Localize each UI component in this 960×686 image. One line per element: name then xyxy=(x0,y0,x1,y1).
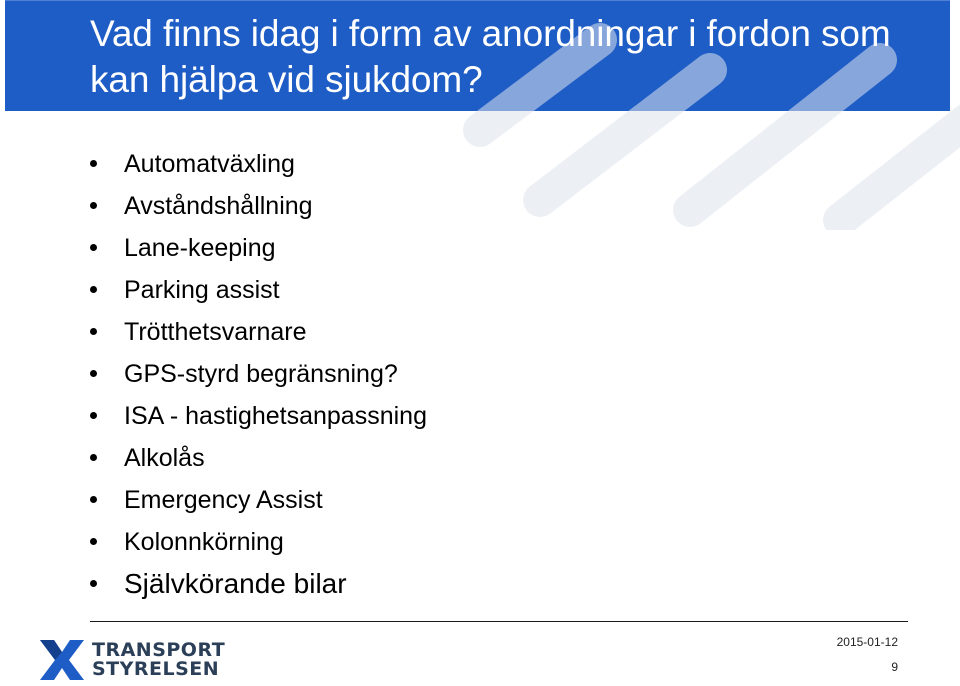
logo-line-2: STYRELSEN xyxy=(92,658,220,680)
list-item xyxy=(90,143,427,185)
bullet-dot-icon xyxy=(90,328,97,335)
footer-divider xyxy=(90,621,908,622)
logo-line-1: TRANSPORT xyxy=(92,639,226,661)
transportstyrelsen-logo-icon xyxy=(40,640,84,680)
bullet-dot-icon xyxy=(90,286,97,293)
slide-date: 2015-01-12 xyxy=(836,635,898,649)
bullet-dot-icon xyxy=(90,454,97,461)
bullet-dot-icon xyxy=(90,244,97,251)
slide-title: Vad finns idag i form av anordningar i fordon som kan hjälpa vid sjukdom? xyxy=(90,13,891,100)
list-item-text: Kolonnkörning xyxy=(124,528,284,556)
bullet-dot-icon xyxy=(90,160,97,167)
list-item-text: Avståndshållning xyxy=(124,192,313,220)
list-item xyxy=(90,311,427,353)
list-item-text: GPS-styrd begränsning? xyxy=(124,360,398,388)
list-item xyxy=(90,227,427,269)
list-item-text: Automatväxling xyxy=(124,150,295,178)
list-item xyxy=(90,395,427,437)
list-item xyxy=(90,353,427,395)
bullet-dot-icon xyxy=(90,538,97,545)
bullet-dot-icon xyxy=(90,412,97,419)
list-item-text: Lane-keeping xyxy=(124,234,276,262)
list-item-text: Självkörande bilar xyxy=(124,568,347,599)
bullet-dot-icon xyxy=(90,370,97,377)
bullet-list xyxy=(90,143,427,605)
list-item-text: Alkolås xyxy=(124,444,205,472)
bullet-dot-icon xyxy=(90,496,97,503)
list-item xyxy=(90,521,427,563)
list-item xyxy=(90,185,427,227)
list-item-text: Emergency Assist xyxy=(124,486,323,514)
logo-wordmark xyxy=(92,641,225,679)
bullet-dot-icon xyxy=(90,202,97,209)
list-item-text: Trötthetsvarnare xyxy=(124,318,307,346)
bullet-dot-icon xyxy=(90,580,97,587)
list-item xyxy=(90,269,427,311)
list-item xyxy=(90,563,427,605)
list-item xyxy=(90,479,427,521)
list-item-text: Parking assist xyxy=(124,276,280,304)
list-item-text: ISA - hastighetsanpassning xyxy=(124,402,427,430)
list-item xyxy=(90,437,427,479)
page-number: 9 xyxy=(891,660,898,674)
